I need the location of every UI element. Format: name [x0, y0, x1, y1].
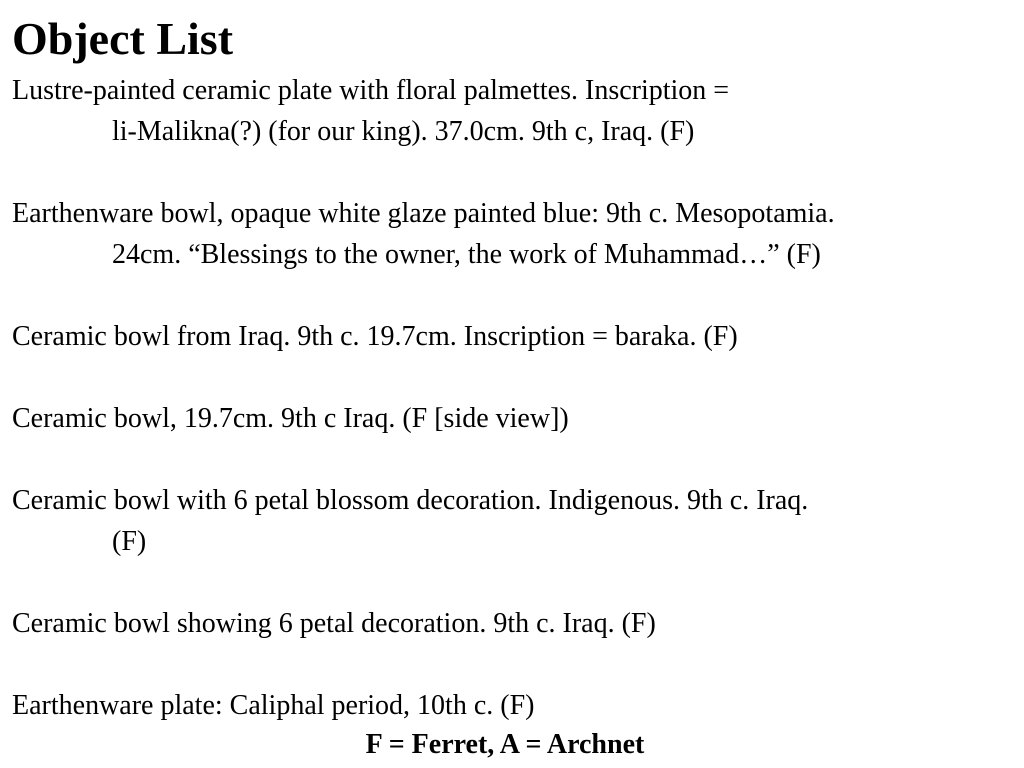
- entry-continuation-line: (F): [112, 526, 147, 557]
- entry-line: Earthenware plate: Caliphal period, 10th c. (F): [12, 690, 535, 721]
- object-entry-ceramic-bowl-side-view: [12, 398, 569, 439]
- object-entry-lustre-plate: [12, 70, 729, 152]
- entry-line: Ceramic bowl showing 6 petal decoration. 9th c. Iraq. (F): [12, 608, 656, 639]
- entry-line: Ceramic bowl with 6 petal blossom decoration. Indigenous. 9th c. Iraq.: [12, 485, 809, 516]
- page-title: Object List: [12, 13, 234, 64]
- entry-line: Lustre-painted ceramic plate with floral palmettes. Inscription =: [12, 75, 730, 106]
- entry-continuation-line: li-Malikna(?) (for our king). 37.0cm. 9th c, Iraq. (F): [112, 116, 695, 147]
- source-legend: F = Ferret, A = Archnet: [365, 729, 645, 760]
- entry-continuation-line: 24cm. “Blessings to the owner, the work of Muhammad…” (F): [112, 239, 821, 270]
- entry-line: Ceramic bowl, 19.7cm. 9th c Iraq. (F [side view]): [12, 403, 569, 434]
- object-entry-ceramic-bowl-blossom: [12, 480, 808, 562]
- entry-line: Earthenware bowl, opaque white glaze painted blue: 9th c. Mesopotamia.: [12, 198, 835, 229]
- object-entry-earthenware-bowl: [12, 193, 835, 275]
- object-entry-ceramic-bowl-baraka: [12, 316, 738, 357]
- entry-line: Ceramic bowl from Iraq. 9th c. 19.7cm. Inscription = baraka. (F): [12, 321, 738, 352]
- object-entry-ceramic-bowl-petal: [12, 603, 656, 644]
- object-entry-earthenware-plate: [12, 685, 534, 726]
